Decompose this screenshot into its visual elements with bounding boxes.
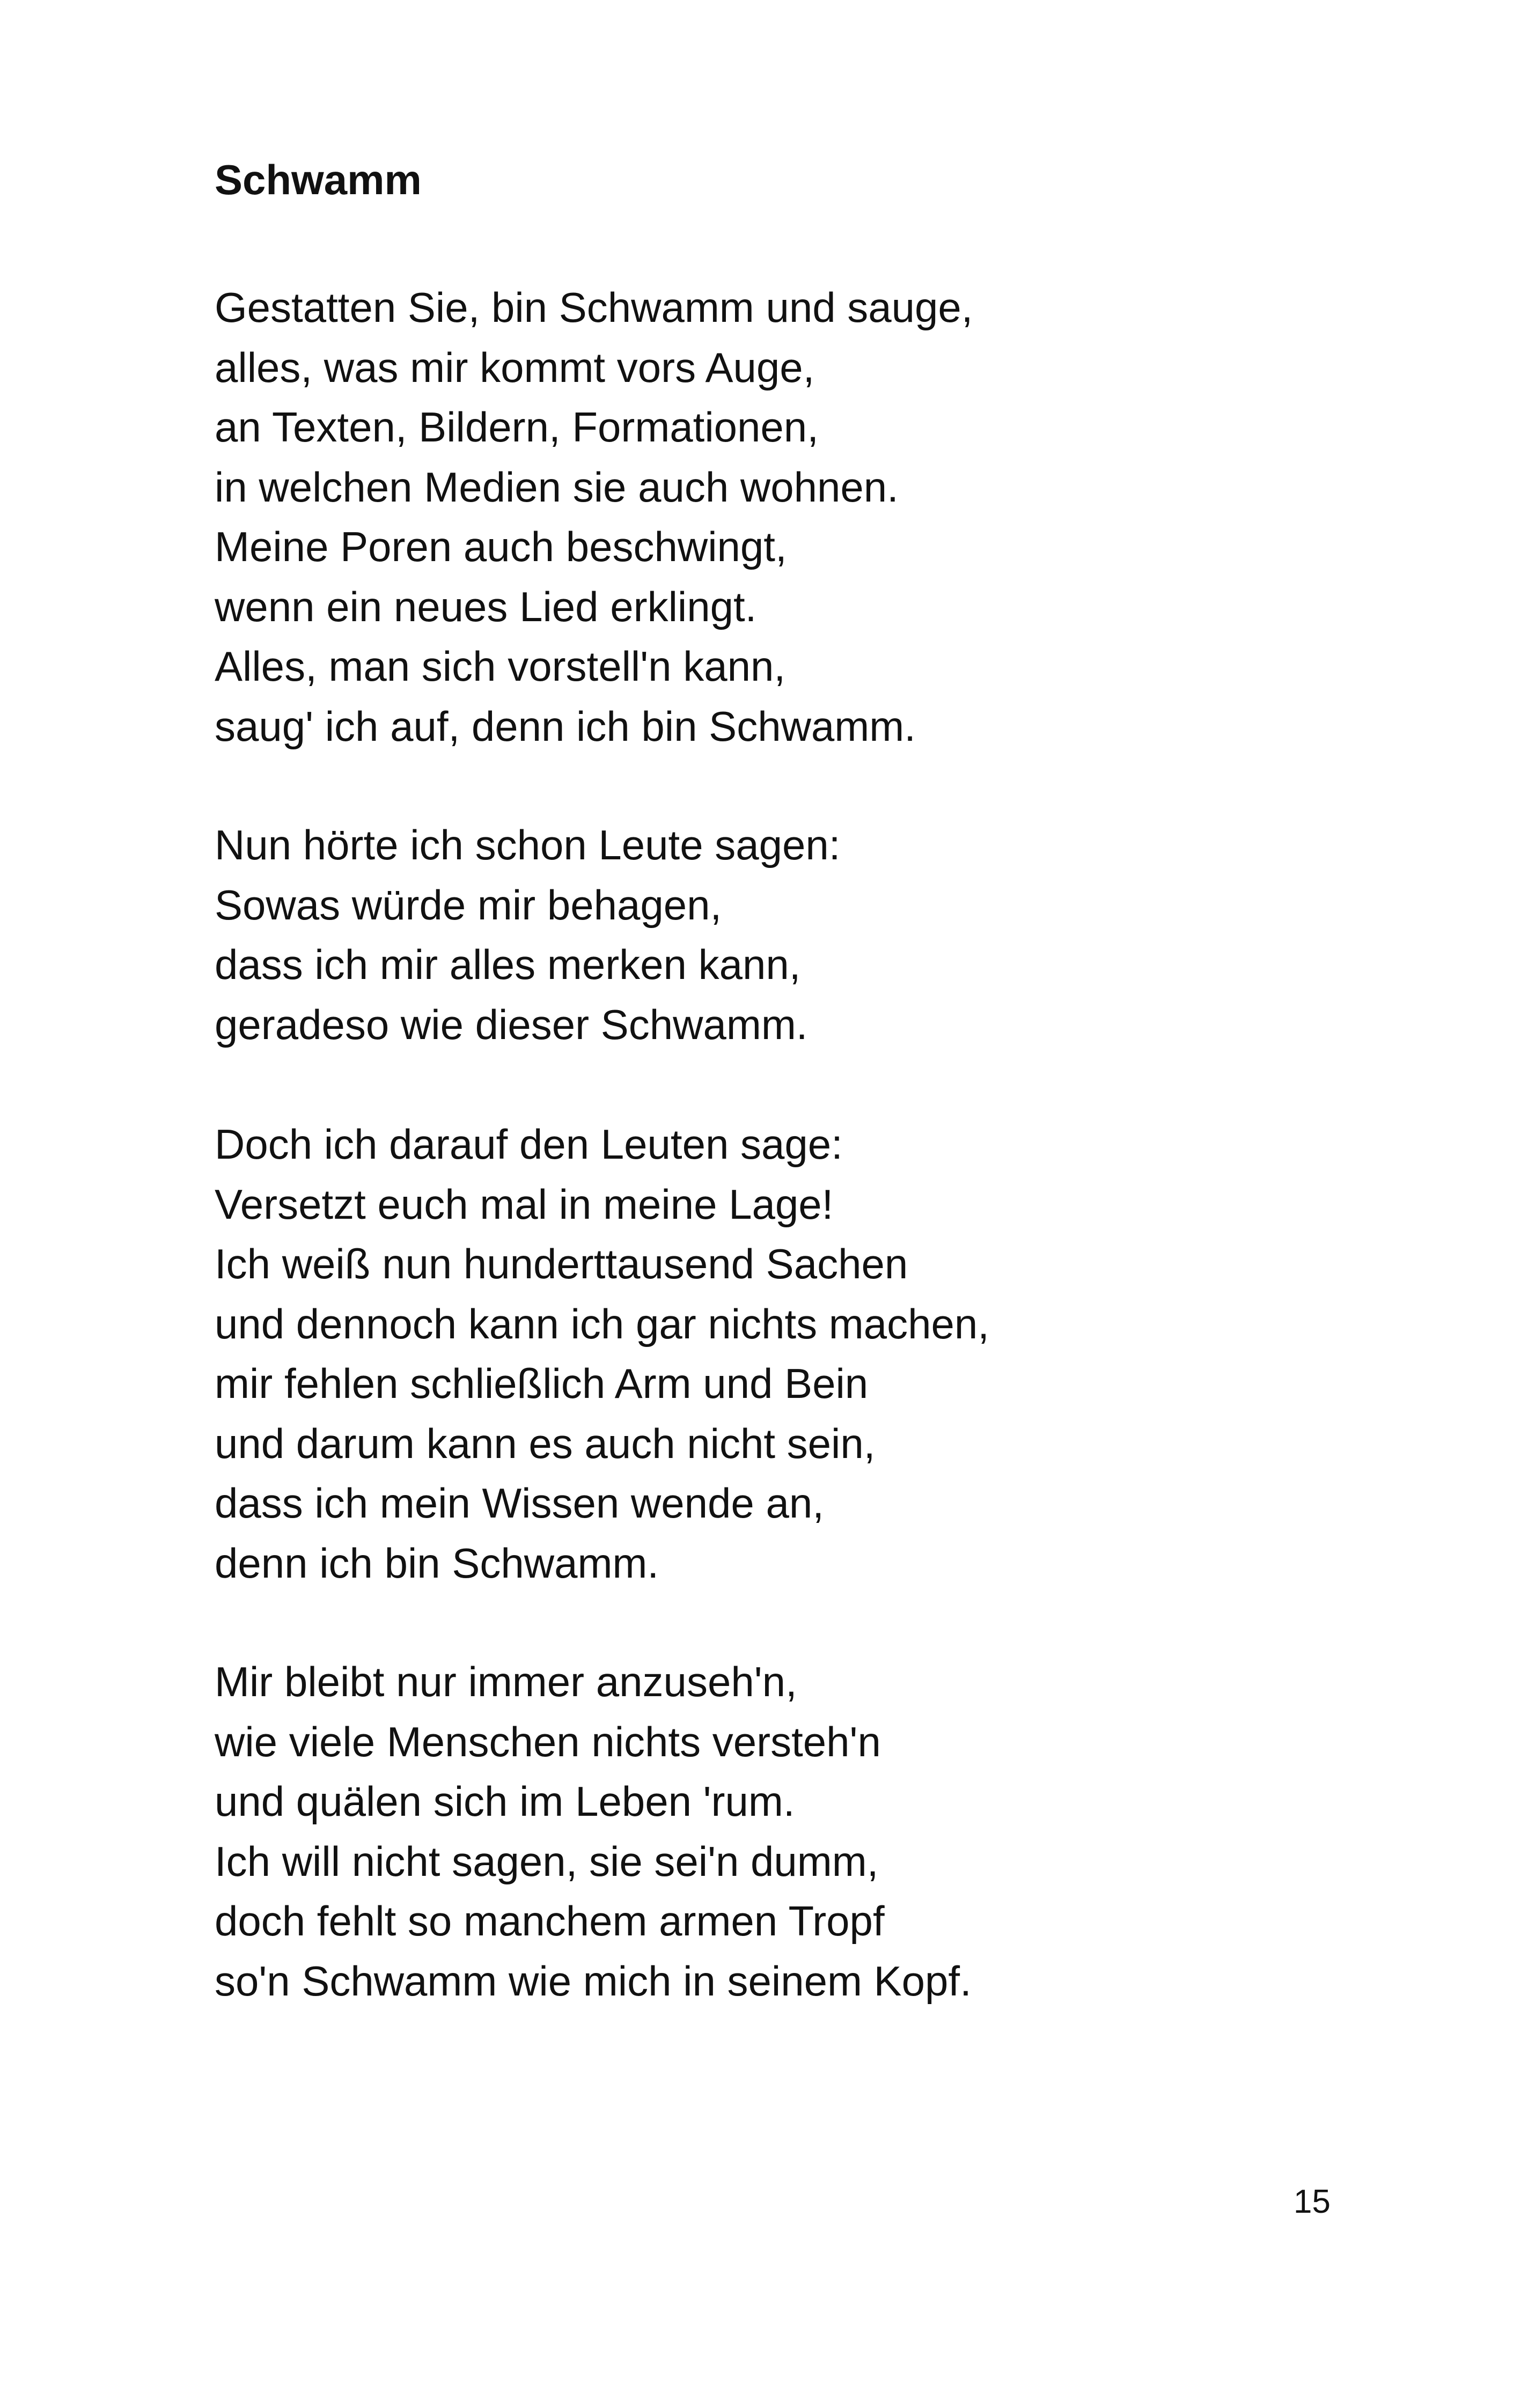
verse-line: wenn ein neues Lied erklingt. (215, 583, 757, 630)
verse-line: so'n Schwamm wie mich in seinem Kopf. (215, 1957, 972, 2005)
verse-line: und quälen sich im Leben 'rum. (215, 1778, 795, 1825)
verse-line: und darum kann es auch nicht sein, (215, 1419, 876, 1467)
stanza-2 (215, 815, 840, 1055)
verse-line: saug' ich auf, denn ich bin Schwamm. (215, 702, 916, 750)
verse-line: Ich will nicht sagen, sie sei'n dumm, (215, 1837, 879, 1885)
verse-line: Alles, man sich vorstell'n kann, (215, 643, 786, 690)
verse-line: an Texten, Bildern, Formationen, (215, 403, 819, 451)
verse-line: Sowas würde mir behagen, (215, 881, 722, 929)
page-number: 15 (1294, 2183, 1331, 2220)
verse-line: mir fehlen schließlich Arm und Bein (215, 1360, 869, 1407)
verse-line: und dennoch kann ich gar nichts machen, (215, 1300, 989, 1347)
verse-line: Ich weiß nun hunderttausend Sachen (215, 1240, 908, 1287)
verse-line: Meine Poren auch beschwingt, (215, 523, 787, 570)
stanza-3 (215, 1115, 989, 1593)
stanza-4 (215, 1652, 972, 2011)
verse-line: Gestatten Sie, bin Schwamm und sauge, (215, 284, 973, 331)
verse-line: alles, was mir kommt vors Auge, (215, 343, 815, 391)
verse-line: wie viele Menschen nichts versteh'n (215, 1718, 881, 1765)
verse-line: Versetzt euch mal in meine Lage! (215, 1180, 834, 1228)
verse-line: Mir bleibt nur immer anzuseh'n, (215, 1658, 797, 1705)
verse-line: dass ich mir alles merken kann, (215, 941, 801, 988)
verse-line: doch fehlt so manchem armen Tropf (215, 1897, 885, 1945)
verse-line: dass ich mein Wissen wende an, (215, 1479, 824, 1527)
verse-line: geradeso wie dieser Schwamm. (215, 1000, 808, 1048)
verse-line: Nun hörte ich schon Leute sagen: (215, 821, 841, 868)
stanza-1 (215, 278, 973, 756)
verse-line: Doch ich darauf den Leuten sage: (215, 1121, 843, 1168)
poem-title: Schwamm (215, 156, 422, 203)
verse-line: in welchen Medien sie auch wohnen. (215, 463, 899, 511)
verse-line: denn ich bin Schwamm. (215, 1539, 659, 1587)
